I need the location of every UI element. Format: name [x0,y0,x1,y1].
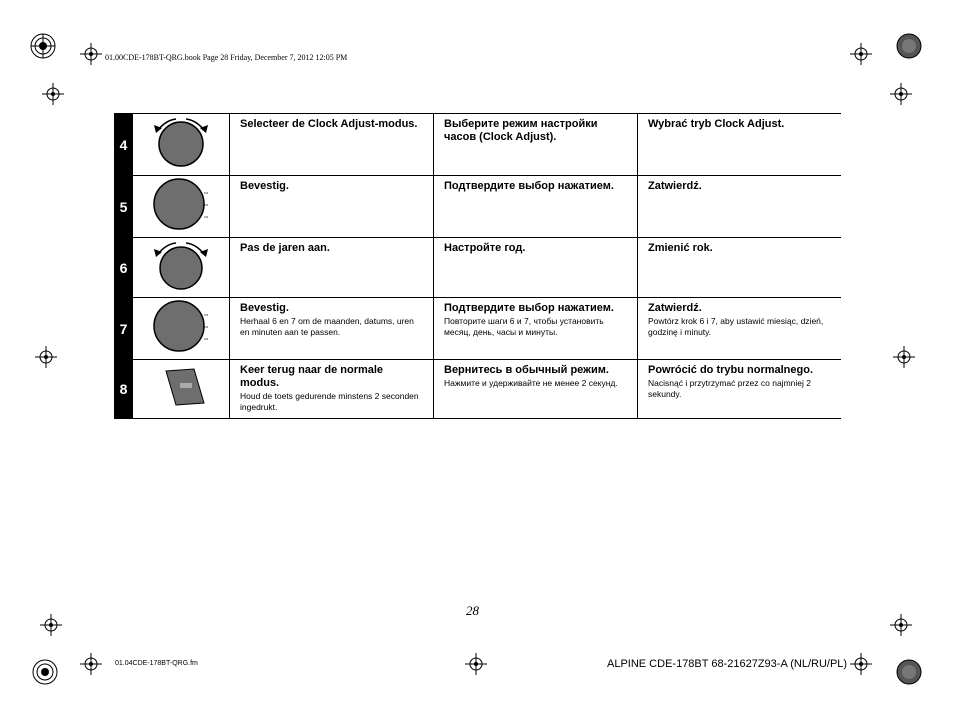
step-row [114,238,841,298]
step-row [114,114,841,176]
svg-text:•••: ••• [204,312,209,317]
page-number: 28 [466,603,479,618]
crosshair-icon [42,83,64,105]
step-text-pl: Powrócić do trybu normalnego. [648,364,814,376]
rotary-knob-press-icon [133,176,230,238]
svg-text:•••: ••• [204,214,209,219]
step-note-ru: Нажмите и удерживайте не менее 2 секунд. [444,378,618,388]
svg-text:•••: ••• [204,324,209,329]
step-note-pl: Powtórz krok 6 i 7, aby ustawić miesiąc, dzień, godzinę i minuty. [648,316,824,337]
crosshair-icon [893,346,915,368]
rotary-knob-turn-icon [133,238,230,298]
registration-target-icon [896,659,922,685]
step-number: 7 [114,298,133,360]
step-note-ru: Повторите шаги 6 и 7, чтобы установить месяц, день, часы и минуты. [444,316,604,337]
step-text-ru: Подтвердите выбор нажатием. [444,180,614,192]
crosshair-icon [890,83,912,105]
crosshair-icon [850,43,872,65]
crosshair-icon [80,653,102,675]
step-number: 5 [114,176,133,238]
step-text-ru: Подтвердите выбор нажатием. [444,302,614,314]
rotary-knob-turn-icon [133,114,230,176]
registration-target-icon [896,33,922,59]
svg-text:•••: ••• [204,190,209,195]
step-text-nl: Keer terug naar de normale modus. [240,364,384,389]
step-text-nl: Bevestig. [240,180,289,192]
step-number: 8 [114,360,133,419]
rotary-knob-press-icon [133,298,230,360]
crosshair-icon [80,43,102,65]
footer-model-info: ALPINE CDE-178BT 68-21627Z93-A (NL/RU/PL) [607,658,848,670]
header-file-info: 01.00CDE-178BT-QRG.book Page 28 Friday, December 7, 2012 12:05 PM [105,53,348,62]
step-row [114,176,841,238]
step-text-ru: Настройте год. [444,242,526,254]
step-number: 6 [114,238,133,298]
step-text-nl: Selecteer de Clock Adjust-modus. [240,118,418,130]
crosshair-icon [35,346,57,368]
svg-text:•••: ••• [204,202,209,207]
step-text-pl: Zatwierdź. [648,180,702,192]
registration-target-icon [32,659,58,685]
crosshair-icon [890,614,912,636]
step-note-nl: Houd de toets gedurende minstens 2 seconden ingedrukt. [240,391,419,412]
step-note-nl: Herhaal 6 en 7 om de maanden, datums, uren en minuten aan te passen. [240,316,414,337]
svg-text:•••: ••• [204,336,209,341]
registration-target-icon [30,33,56,59]
step-text-ru: Вернитесь в обычный режим. [444,364,609,376]
steps-table [114,113,841,419]
step-text-nl: Bevestig. [240,302,289,314]
step-text-pl: Wybrać tryb Clock Adjust. [648,118,785,130]
crosshair-icon [850,653,872,675]
step-note-pl: Nacisnąć i przytrzymać przez co najmniej 2 sekundy. [648,378,811,399]
crosshair-icon [40,614,62,636]
step-text-pl: Zmienić rok. [648,242,713,254]
step-text-pl: Zatwierdź. [648,302,702,314]
step-text-nl: Pas de jaren aan. [240,242,330,254]
crosshair-icon [465,653,487,675]
step-number: 4 [114,114,133,176]
step-row [114,360,841,419]
step-row [114,298,841,360]
step-text-ru: Выберите режим настройки часов (Clock Adjust). [444,118,598,143]
return-button-icon [133,360,230,419]
footer-file-name: 01.04CDE-178BT-QRG.fm [115,660,198,667]
